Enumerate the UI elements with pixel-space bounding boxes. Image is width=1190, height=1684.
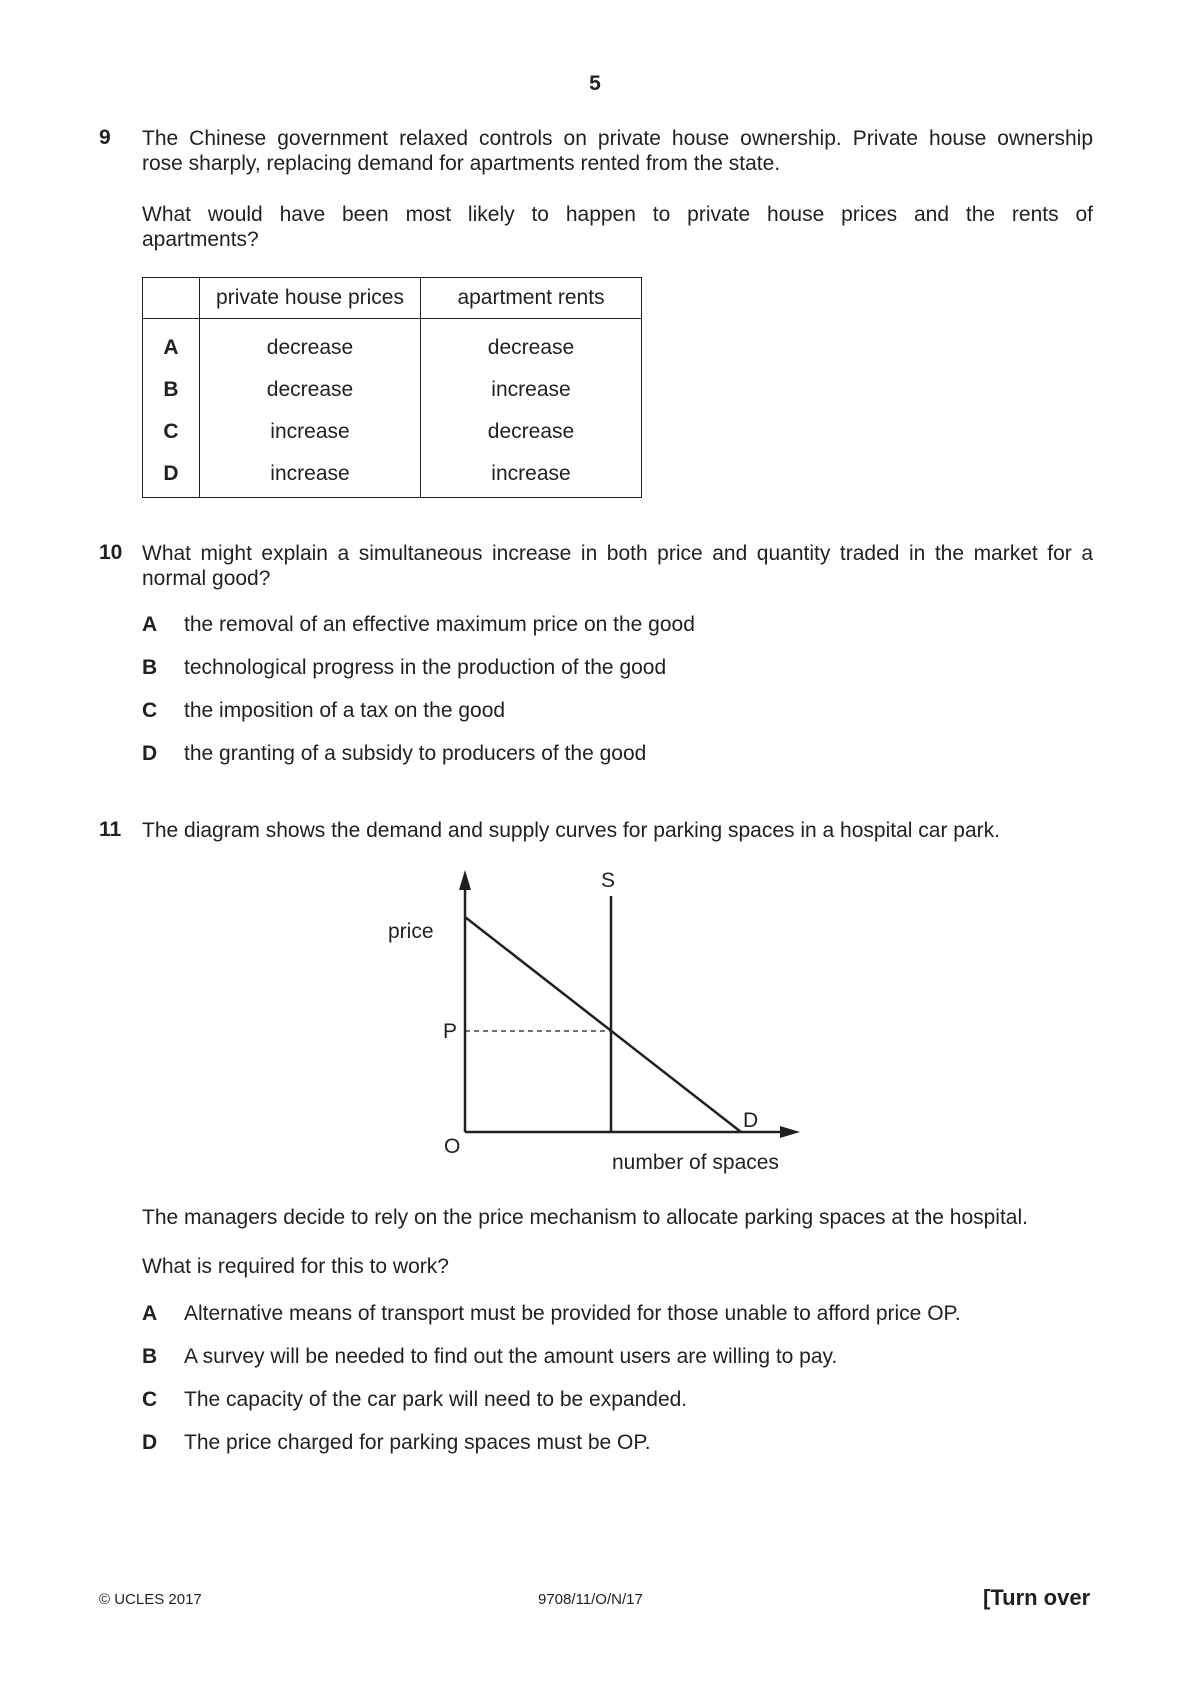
- footer-copyright: © UCLES 2017: [99, 1591, 202, 1608]
- table-cell-prices: decrease: [200, 369, 421, 411]
- question-10-text-line2: normal good?: [142, 567, 271, 590]
- question-11-option-a-letter: A: [142, 1302, 158, 1325]
- question-9-text-line2: rose sharply, replacing demand for apartments rented from the state.: [142, 152, 781, 175]
- origin-label: O: [444, 1135, 461, 1158]
- question-11-option-d-letter: D: [142, 1431, 158, 1454]
- question-9-prompt-line2: apartments?: [142, 228, 259, 251]
- table-header-prices: private house prices: [200, 278, 421, 319]
- table-cell-rents: increase: [421, 369, 642, 411]
- x-axis-label: number of spaces: [612, 1151, 779, 1174]
- question-11-option-d-text: The price charged for parking spaces must be OP.: [184, 1431, 651, 1454]
- table-cell-prices: increase: [200, 411, 421, 453]
- table-cell-rents: decrease: [421, 411, 642, 453]
- question-10-option-a-letter: A: [142, 613, 158, 636]
- question-11-option-a-text: Alternative means of transport must be provided for those unable to afford price OP.: [184, 1302, 961, 1325]
- table-cell-option: D: [143, 453, 200, 498]
- price-label: P: [443, 1020, 458, 1043]
- question-10-option-d-letter: D: [142, 742, 158, 765]
- question-10-text-line1: What might explain a simultaneous increase in both price and quantity traded in the market for a: [142, 542, 1093, 565]
- demand-curve: [465, 917, 741, 1132]
- question-9-text-line1: The Chinese government relaxed controls on private house ownership. Private house ownership: [142, 127, 1093, 150]
- question-11-option-c-text: The capacity of the car park will need to be expanded.: [184, 1388, 688, 1411]
- table-cell-rents: increase: [421, 453, 642, 498]
- table-cell-option: B: [143, 369, 200, 411]
- question-11-option-b-text: A survey will be needed to find out the amount users are willing to pay.: [184, 1345, 838, 1368]
- x-axis-arrow-icon: [780, 1126, 800, 1138]
- question-10-option-c-text: the imposition of a tax on the good: [184, 699, 506, 722]
- question-11-option-b-letter: B: [142, 1345, 158, 1368]
- table-cell-option: A: [143, 319, 200, 370]
- page-number: 5: [589, 72, 601, 95]
- question-11-option-c-letter: C: [142, 1388, 158, 1411]
- question-10-option-c-letter: C: [142, 699, 158, 722]
- demand-label: D: [743, 1109, 759, 1132]
- table-cell-prices: increase: [200, 453, 421, 498]
- question-10-number: 10: [99, 541, 123, 564]
- y-axis-arrow-icon: [459, 870, 471, 890]
- y-axis-label: price: [388, 920, 434, 943]
- question-10-option-b-letter: B: [142, 656, 158, 679]
- question-10-option-d-text: the granting of a subsidy to producers of the good: [184, 742, 647, 765]
- question-9-prompt-line1: What would have been most likely to happen to private house prices and the rents of: [142, 203, 1093, 226]
- footer-turn-over: [Turn over: [983, 1585, 1091, 1610]
- table-cell-prices: decrease: [200, 319, 421, 370]
- table-header-rents: apartment rents: [421, 278, 642, 319]
- question-11-number: 11: [99, 818, 122, 841]
- question-9-number: 9: [99, 126, 111, 149]
- table-cell-option: C: [143, 411, 200, 453]
- supply-label: S: [601, 869, 616, 892]
- question-10-option-b-text: technological progress in the production of the good: [184, 656, 667, 679]
- table-cell-rents: decrease: [421, 319, 642, 370]
- question-11-prompt: What is required for this to work?: [142, 1255, 449, 1278]
- question-10-option-a-text: the removal of an effective maximum price on the good: [184, 613, 695, 636]
- footer-code: 9708/11/O/N/17: [538, 1591, 643, 1608]
- question-11-text: The diagram shows the demand and supply curves for parking spaces in a hospital car park.: [142, 819, 1000, 842]
- question-11-text2: The managers decide to rely on the price mechanism to allocate parking spaces at the hospital.: [142, 1206, 1028, 1229]
